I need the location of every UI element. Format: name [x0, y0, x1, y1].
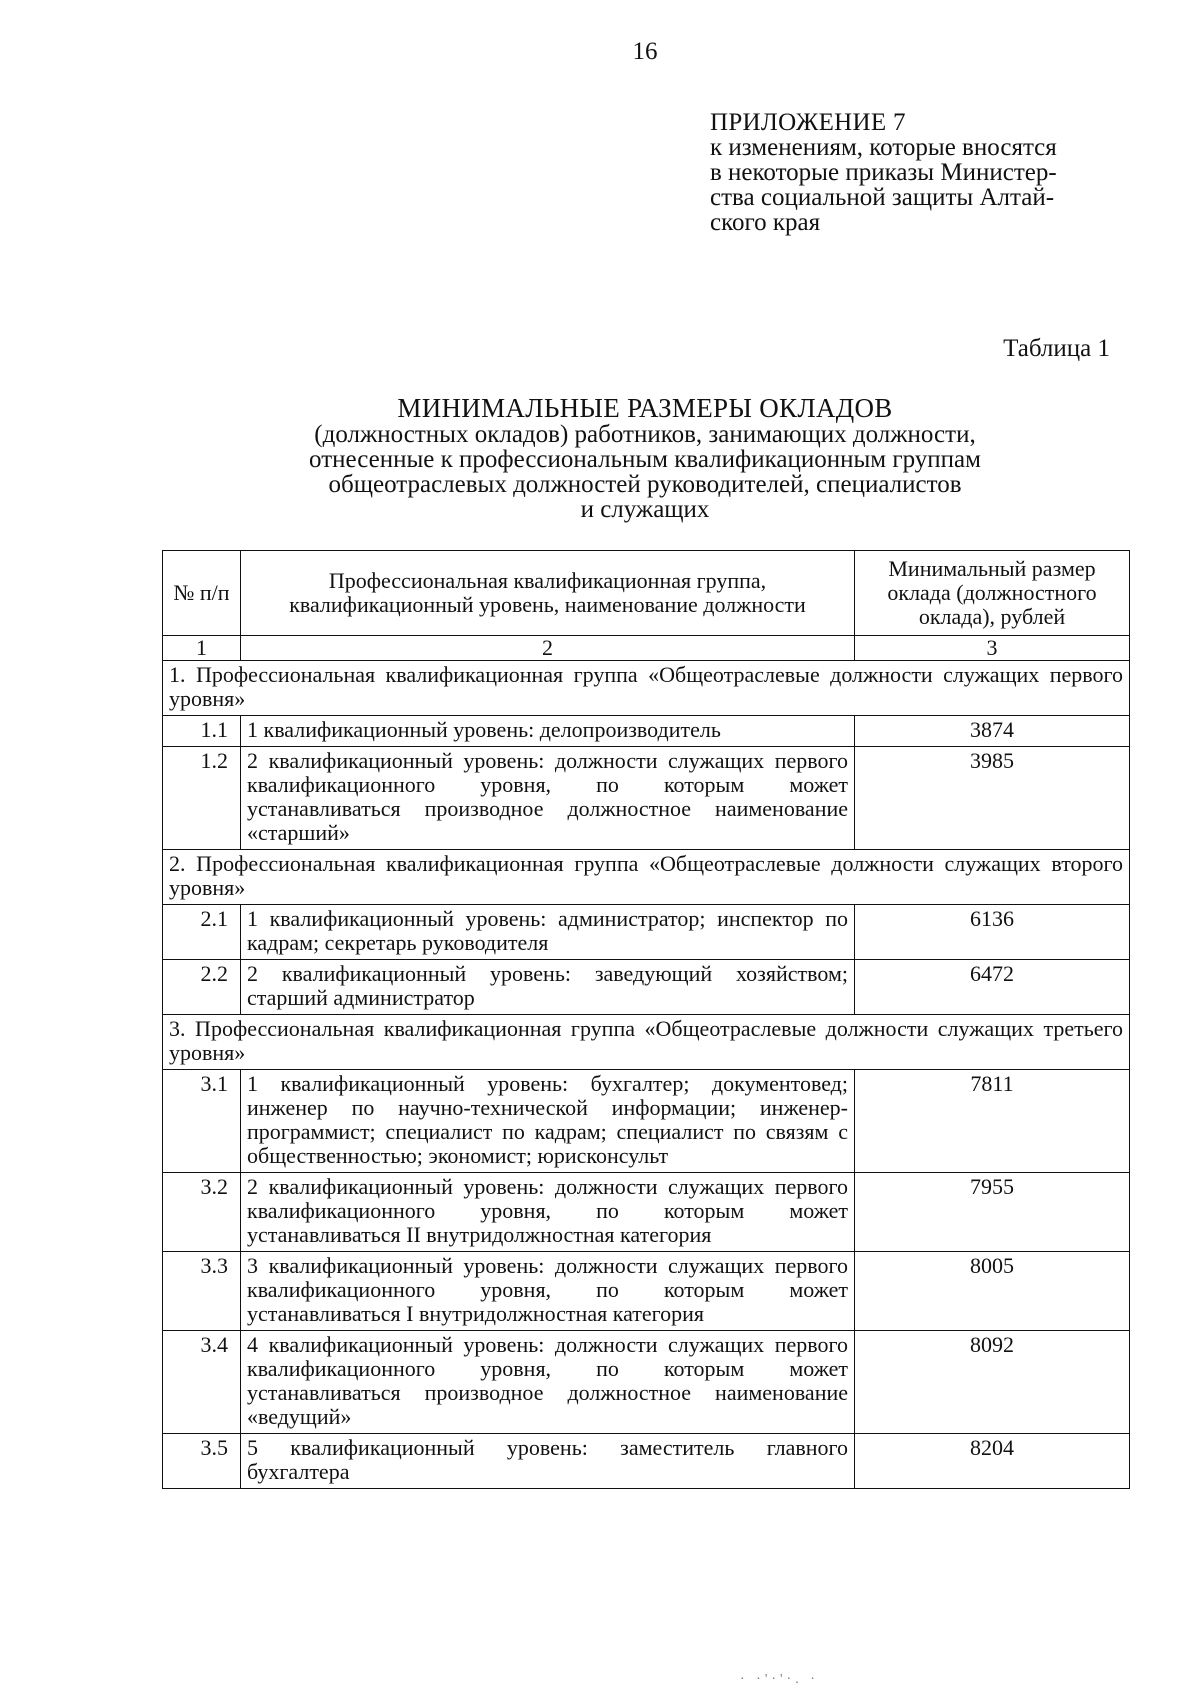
table-label: Таблица 1	[1003, 335, 1110, 362]
row-salary-value: 8204	[855, 1434, 1130, 1489]
row-number: 3.2	[163, 1173, 241, 1252]
appendix-line: в некоторые приказы Министер-	[710, 159, 1057, 186]
row-number: 2.2	[163, 960, 241, 1015]
page-number: 16	[632, 38, 658, 65]
group-title: 1. Профессиональная квалификационная группа «Общеотраслевые должности служащих первого уровня»	[163, 661, 1130, 716]
group-row	[163, 1015, 1130, 1070]
appendix-line: к изменениям, которые вносятся	[710, 134, 1057, 161]
document-title	[0, 395, 1200, 522]
title-line: и служащих	[580, 496, 710, 523]
group-row	[163, 661, 1130, 716]
row-description: 5 квалификационный уровень: заместитель главного бухгалтера	[241, 1434, 855, 1489]
group-title: 2. Профессиональная квалификационная группа «Общеотраслевые должности служащих второго уровня»	[163, 850, 1130, 905]
appendix-line: ского края	[710, 209, 821, 236]
table-row	[163, 960, 1130, 1015]
header-description: Профессиональная квалификационная группа, квалификационный уровень, наименование должности	[241, 551, 855, 636]
row-number: 3.1	[163, 1070, 241, 1173]
row-description: 1 квалификационный уровень: бухгалтер; документовед; инженер по научно-технической информации; инженер-программист; специалист по кадрам; специалист по связям с общественностью; экономист; юрисконсульт	[241, 1070, 855, 1173]
appendix-block	[710, 110, 1057, 235]
row-number: 3.4	[163, 1331, 241, 1434]
row-salary-value: 3985	[855, 747, 1130, 850]
header-number: № п/п	[163, 551, 241, 636]
group-row	[163, 850, 1130, 905]
row-description: 1 квалификационный уровень: администратор; инспектор по кадрам; секретарь руководителя	[241, 905, 855, 960]
row-number: 1.1	[163, 716, 241, 747]
table-row	[163, 1173, 1130, 1252]
title-line: общеотраслевых должностей руководителей, специалистов	[328, 471, 962, 498]
column-index: 1	[163, 636, 241, 661]
group-title: 3. Профессиональная квалификационная группа «Общеотраслевые должности служащих третьего уровня»	[163, 1015, 1130, 1070]
table-row	[163, 1434, 1130, 1489]
row-description: 1 квалификационный уровень: делопроизводитель	[241, 716, 855, 747]
table-row	[163, 716, 1130, 747]
column-index-row	[163, 636, 1130, 661]
table-row	[163, 905, 1130, 960]
table-header-row	[163, 551, 1130, 636]
appendix-title: ПРИЛОЖЕНИЕ 7	[710, 109, 906, 136]
row-number: 1.2	[163, 747, 241, 850]
row-description: 2 квалификационный уровень: должности служащих первого квалификационного уровня, по которым может устанавливаться II внутридолжностная категория	[241, 1173, 855, 1252]
row-number: 3.5	[163, 1434, 241, 1489]
salary-table	[162, 550, 1130, 1489]
row-salary-value: 6472	[855, 960, 1130, 1015]
appendix-line: ства социальной защиты Алтай-	[710, 184, 1055, 211]
table-row	[163, 1252, 1130, 1331]
header-value: Минимальный размер оклада (должностного оклада), рублей	[855, 551, 1130, 636]
row-number: 3.3	[163, 1252, 241, 1331]
row-salary-value: 6136	[855, 905, 1130, 960]
title-line: (должностных окладов) работников, занимающих должности,	[314, 421, 976, 448]
row-salary-value: 8092	[855, 1331, 1130, 1434]
row-number: 2.1	[163, 905, 241, 960]
row-salary-value: 7811	[855, 1070, 1130, 1173]
row-description: 3 квалификационный уровень: должности служащих первого квалификационного уровня, по которым может устанавливаться I внутридолжностная категория	[241, 1252, 855, 1331]
row-description: 2 квалификационный уровень: должности служащих первого квалификационного уровня, по которым может устанавливаться производное должностное наименование «старший»	[241, 747, 855, 850]
table-row	[163, 1331, 1130, 1434]
row-salary-value: 3874	[855, 716, 1130, 747]
table-row	[163, 747, 1130, 850]
row-description: 4 квалификационный уровень: должности служащих первого квалификационного уровня, по которым может устанавливаться производное должностное наименование «ведущий»	[241, 1331, 855, 1434]
table-row	[163, 1070, 1130, 1173]
column-index: 3	[855, 636, 1130, 661]
column-index: 2	[241, 636, 855, 661]
title-main: МИНИМАЛЬНЫЕ РАЗМЕРЫ ОКЛАДОВ	[397, 393, 893, 423]
salary-table-body	[163, 551, 1130, 1489]
title-line: отнесенные к профессиональным квалификационным группам	[309, 446, 981, 473]
scan-smudge: · ·'·'·. ·	[740, 1672, 819, 1687]
row-salary-value: 8005	[855, 1252, 1130, 1331]
row-salary-value: 7955	[855, 1173, 1130, 1252]
row-description: 2 квалификационный уровень: заведующий хозяйством; старший администратор	[241, 960, 855, 1015]
